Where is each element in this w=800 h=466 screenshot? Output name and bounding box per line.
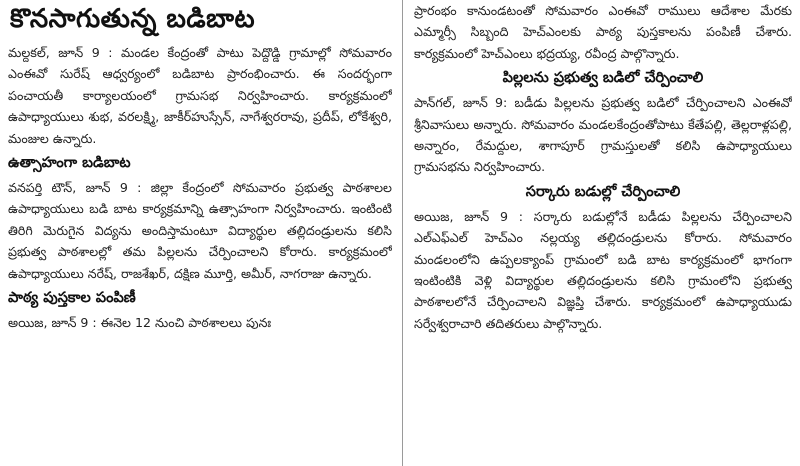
story-aija-body: అయిజ, జూన్ 9 : సర్కారు బడుల్లోనే బడీడు పిల్లలను చేర్పించాలని ఎల్‌ఎఫ్‌ఎల్ హెచ్‌ఎం నల్లయ్య తల్లిదండ్రులను కోరారు. సోమవారం మండలంలోని ఉప్పలక్యాంప్ గ్రామంలో బడి బాట కార్యక్రమంలో భాగంగా ఇంటింటికి వెళ్లి విద్యార్థుల తల్లిదండ్రులను కలిసి గ్రామంలోని ప్రభుత్వ పాఠశాలలోనే చేర్పించాలని విజ్ఞప్తి చేశారు. కార్యక్రమంలో ఉపాధ్యాయుడు సర్వేశ్వరాచారి తదితరులు పాల్గొన్నారు.: [414, 208, 792, 331]
story-wanaparthy-body: వనపర్తి టౌన్, జూన్ 9 : జిల్లా కేంద్రంలో సోమవారం ప్రభుత్వ పాఠశాలల ఉపాధ్యాయులు బడి బాట కార్యక్రమాన్ని ఉత్సాహంగా నిర్వహించారు. ఇంటింటి తిరిగి మెరుగైన విద్యను అందిస్తామంటూ విద్యార్థుల తల్లిదండ్రులను కలిసి ప్రభుత్వ పాఠశాలల్లో తమ పిల్లలను చేర్పించాలని కోరారు. కార్యక్రమంలో ఉపాధ్యాయులు నరేష్, రాజశేఖర్, దక్షిణ మూర్తి, అమీర్, నాగరాజు ఉన్నారు.: [8, 180, 392, 281]
column-divider: [402, 0, 403, 466]
story-pangal-heading: పిల్లలను ప్రభుత్వ బడిలో చేర్పించాలి: [502, 70, 704, 87]
left-column: [8, 0, 392, 466]
story-textbooks-heading: పాఠ్య పుస్తకాల పంపిణీ: [8, 290, 136, 307]
main-headline: కొనసాగుతున్న బడిబాట: [10, 4, 256, 34]
story-textbooks-body-start: అయిజ, జూన్ 9 : ఈనెల 12 నుంచి పాఠశాలలు పునః: [8, 315, 272, 331]
story-textbooks-body-cont: ప్రారంభం కానుండటంతో సోమవారం ఎంఈవో రాములు ఆదేశాల మేరకు ఎమ్మార్సీ సిబ్బంది హెచ్‌ఎంలకు పాఠ్య పుస్తకాలను పంపిణీ చేశారు. కార్యక్రమంలో హెచ్‌ఎంలు భద్రయ్య, రవీంద్ర పాల్గొన్నారు.: [414, 3, 792, 61]
story-maldakal-body: మల్దకల్, జూన్ 9 : మండల కేంద్రంతో పాటు పెద్దొడ్డి గ్రామాల్లో సోమవారం ఎంఈవో సురేష్ ఆధ్వర్యంలో బడిబాట ప్రారంభించారు. ఈ సందర్భంగా పంచాయతీ కార్యాలయంలో గ్రామసభ నిర్వహించారు. కార్యక్రమంలో ఉపాధ్యాయులు శుభ, వరలక్ష్మి, జాకీర్‌హుస్సేన్, నాగేశ్వరరావు, ప్రదీప్, లోకేశ్వరి, మంజుల ఉన్నారు.: [8, 45, 392, 146]
right-column: [414, 0, 792, 466]
story-aija-heading: సర్కారు బడుల్లో చేర్పించాలి: [525, 183, 681, 200]
story-pangal-body: పాన్‌గల్, జూన్ 9: బడీడు పిల్లలను ప్రభుత్వ బడిలో చేర్పించాలని ఎంఈవో శ్రీనివాసులు అన్నారు. సోమవారం మండలకేంద్రంతోపాటు కేతేపల్లి, తెల్లరాళ్లపల్లి, అన్నారం, రేమద్దుల, శాగాపూర్ గ్రామస్తులతో కలిసి ఉపాధ్యాయులు గ్రామసభను నిర్వహించారు.: [414, 95, 792, 175]
story-wanaparthy-heading: ఉత్సాహంగా బడిబాట: [8, 155, 131, 172]
